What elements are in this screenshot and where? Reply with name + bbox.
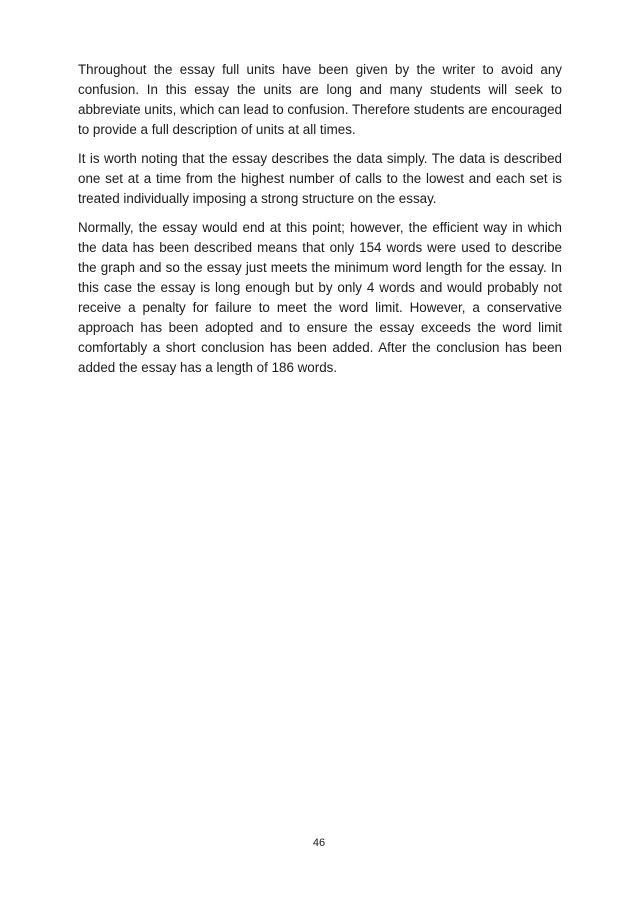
page-number: 46 [312,837,326,849]
paragraph-word-count: Normally, the essay would end at this point; however, the efficient way in which the data has been described means that only 154 words were used to describe the graph and so the essay just meets the minimum word length for the essay. In this case the essay is long enough but by only 4 words and would probably not receive a penalty for failure to meet the word limit. However, a conservative approach has been adopted and to ensure the essay exceeds the word limit comfortably a short conclusion has been added. After the conclusion has been added the essay has a length of 186 words. [78,220,562,375]
paragraph-units: Throughout the essay full units have been given by the writer to avoid any confusion. In this essay the units are long and many students will seek to abbreviate units, which can lead to confusion. Therefore students are encouraged to provide a full description of units at all times. [78,62,562,137]
body-text [78,60,562,387]
paragraph-data-description: It is worth noting that the essay describes the data simply. The data is described one set at a time from the highest number of calls to the lowest and each set is treated individually imposing a strong structure on the essay. [78,151,562,206]
